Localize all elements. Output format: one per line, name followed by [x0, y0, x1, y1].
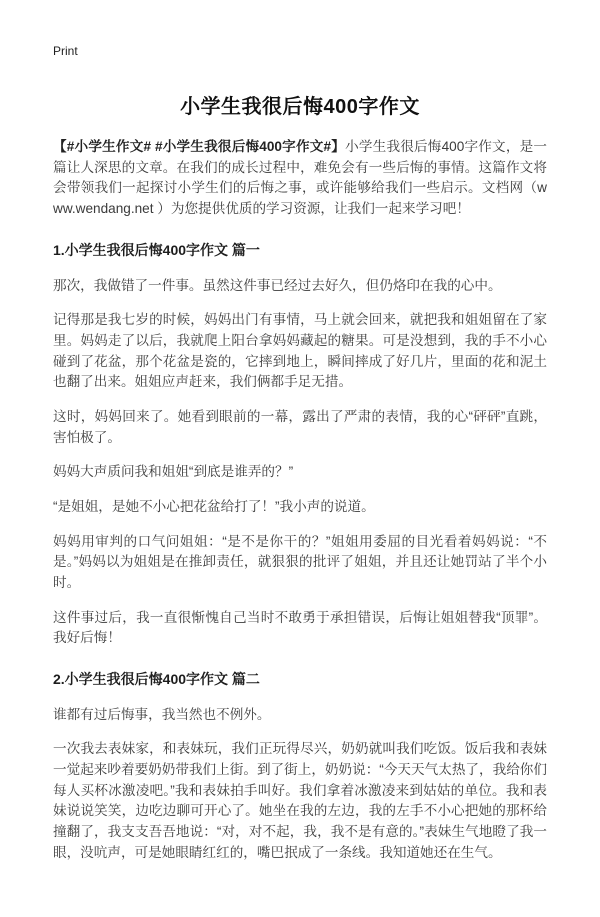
section-1-heading: 1.小学生我很后悔400字作文 篇一	[53, 241, 260, 258]
section-2-paragraph: 谁都有过后悔事，我当然也不例外。	[53, 706, 271, 722]
print-button[interactable]: Print	[53, 44, 78, 58]
section-1-paragraph: 那次，我做错了一件事。虽然这件事已经过去好久，但仍烙印在我的心中。	[53, 277, 502, 293]
section-1-paragraph: 这时，妈妈回来了。她看到眼前的一幕，露出了严肃的表情，我的心“砰砰”直跳，害怕极了。	[53, 408, 547, 445]
intro-text: 小学生我很后悔400字作文，是一篇让人深思的文章。在我们的成长过程中，难免会有一些后悔的事情。这篇作文将会带领我们一起探讨小学生们的后悔之事，或许能够给我们一些启示。文档网（www.wendang.net ）为您提供优质的学习资源，让我们一起来学习吧！	[53, 139, 548, 216]
section-1-paragraph: 记得那是我七岁的时候，妈妈出门有事情，马上就会回来，就把我和姐姐留在了家里。妈妈走了以后，我就爬上阳台拿妈妈藏起的糖果。可是没想到，我的手不小心碰到了花盆，那个花盆是瓷的，它摔到地上，瞬间摔成了好几片，里面的花和泥土也翻了出来。姐姐应声赶来，我们俩都手足无措。	[53, 312, 547, 390]
page-title: 小学生我很后悔400字作文	[180, 96, 420, 118]
intro-paragraph	[53, 137, 547, 220]
section-1-paragraph: 妈妈大声质问我和姐姐“到底是谁弄的？”	[53, 464, 294, 480]
section-1-paragraph: “是姐姐，是她不小心把花盆给打了！”我小声的说道。	[53, 498, 375, 514]
intro-hashtags: 【#小学生作文# #小学生我很后悔400字作文#】	[53, 139, 346, 154]
section-1-paragraph: 这件事过后，我一直很惭愧自己当时不敢勇于承担错误，后悔让姐姐替我“顶罪”。我好后悔！	[53, 609, 547, 646]
section-2-paragraph: 一次我去表妹家，和表妹玩，我们正玩得尽兴，奶奶就叫我们吃饭。饭后我和表妹一觉起来吵着要奶奶带我们上街。到了街上，奶奶说：“今天天气太热了，我给你们每人买杯冰激凌吧。”我和表妹拍手叫好。我们拿着冰激凌来到姑姑的单位。我和表妹说说笑笑，边吃边聊可开心了。她坐在我的左边，我的左手不小心把她的那杯给撞翻了，我支支吾吾地说：“对，对不起，我，我不是有意的。”表妹生气地瞪了我一眼，没吭声，可是她眼睛红红的，嘴巴抿成了一条线。我知道她还在生气。	[53, 741, 547, 860]
section-1-paragraph: 妈妈用审判的口气问姐姐：“是不是你干的？”姐姐用委屈的目光看着妈妈说：“不是。”妈妈以为姐姐是在推卸责任，就狠狠的批评了姐姐，并且还让她罚站了半个小时。	[53, 533, 547, 590]
section-2-heading: 2.小学生我很后悔400字作文 篇二	[53, 670, 260, 687]
